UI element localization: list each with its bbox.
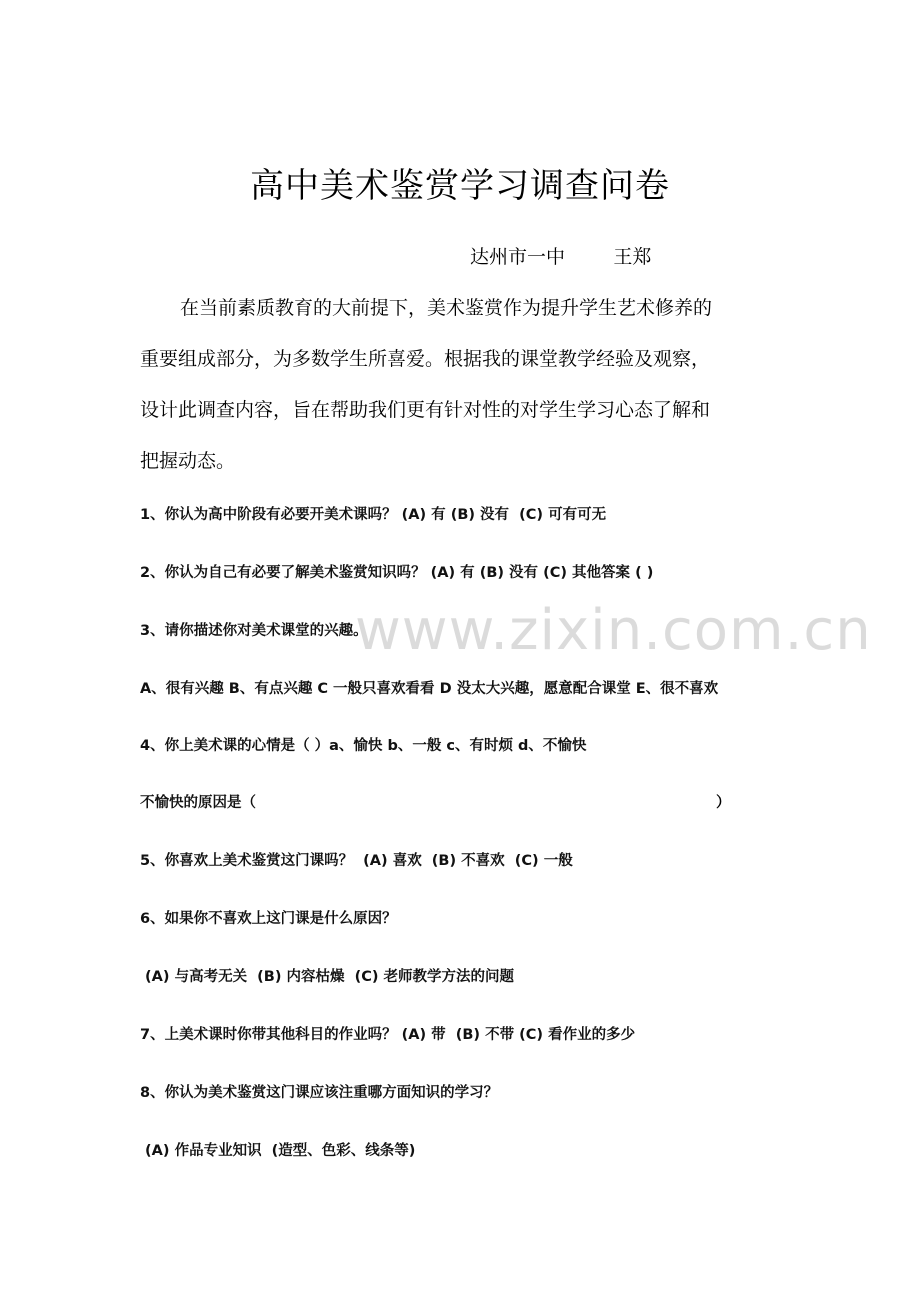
blank-close-paren: ） xyxy=(716,795,731,811)
question-5: 5、你喜欢上美术鉴赏这门课吗？ (A) 喜欢 (B) 不喜欢 (C) 一般 xyxy=(140,853,573,869)
intro-paragraph xyxy=(140,283,800,487)
question-7: 7、上美术课时你带其他科目的作业吗？ (A) 带 (B) 不带 (C) 看作业的多少 xyxy=(140,1027,636,1043)
question-1: 1、你认为高中阶段有必要开美术课吗？ (A) 有 (B) 没有 (C) 可有可无 xyxy=(140,507,607,523)
intro-line: 设计此调查内容，旨在帮助我们更有针对性的对学生学习心态了解和 xyxy=(140,399,711,421)
question-6: 6、如果你不喜欢上这门课是什么原因？ xyxy=(140,911,397,927)
question-8: 8、你认为美术鉴赏这门课应该注重哪方面知识的学习？ xyxy=(140,1085,499,1101)
author-line: 达州市一中 王郑 xyxy=(470,246,652,268)
intro-line: 重要组成部分，为多数学生所喜爱。根据我的课堂教学经验及观察， xyxy=(140,348,711,370)
question-3: 3、请你描述你对美术课堂的兴趣。 xyxy=(140,623,368,639)
question-2: 2、你认为自己有必要了解美术鉴赏知识吗？ (A) 有 (B) 没有 (C) 其他答案 ( ) xyxy=(140,565,654,581)
question-4: 4、你上美术课的心情是（ ）a、愉快 b、一般 c、有时烦 d、不愉快 xyxy=(140,738,587,754)
page-title: 高中美术鉴赏学习调查问卷 xyxy=(250,166,670,206)
question-4-reason: 不愉快的原因是（ xyxy=(140,795,256,811)
question-3-options: A、很有兴趣 B、有点兴趣 C 一般只喜欢看看 D 没太大兴趣，愿意配合课堂 E、很不喜欢 xyxy=(140,681,719,697)
watermark: www.zixin.com.cn xyxy=(355,598,872,663)
intro-line: 把握动态。 xyxy=(140,450,236,472)
question-8-option-a: (A) 作品专业知识 (造型、色彩、线条等) xyxy=(140,1143,416,1159)
question-6-options: (A) 与高考无关 (B) 内容枯燥 (C) 老师教学方法的问题 xyxy=(140,969,515,985)
intro-line: 在当前素质教育的大前提下，美术鉴赏作为提升学生艺术修养的 xyxy=(180,297,713,319)
